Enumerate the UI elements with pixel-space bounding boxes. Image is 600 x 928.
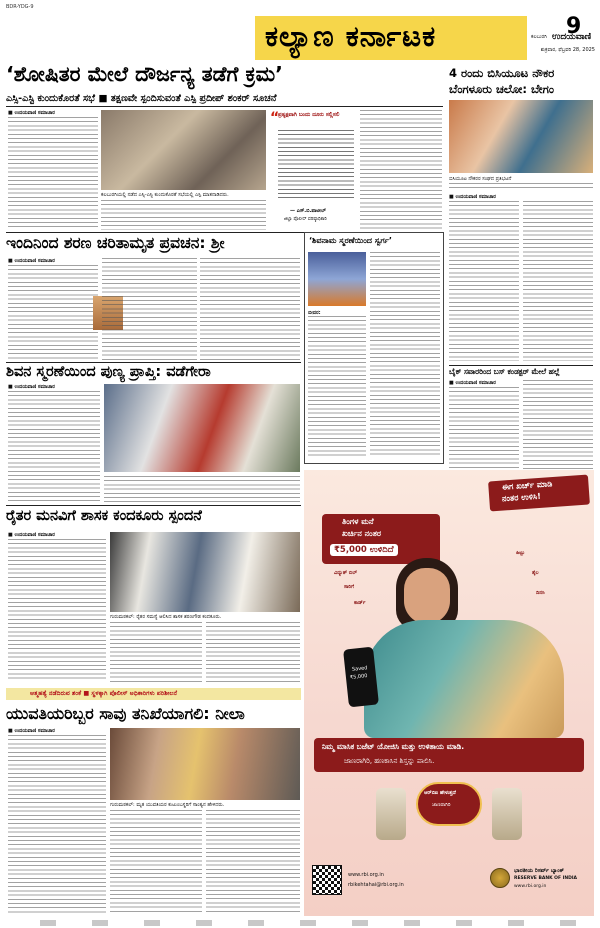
masthead: ಕಲ್ಯಾಣ ಕರ್ನಾಟಕ	[265, 19, 437, 53]
date-line: ಶುಕ್ರವಾರ, ಫೆಬ್ರವರಿ 28, 2025	[540, 47, 595, 53]
qr-code	[312, 865, 342, 895]
ad-tag-line2: ಖರ್ಚಿನ ನಂತರ	[342, 529, 382, 538]
women-kicker: ಆತ್ಮಹತ್ಯೆ ನಡೆದಿರುವ ಶಂಕೆ ■ ಸ್ಥಳಕ್ಕಾಗಿ ಪೊಲೀಸ್ ಅಧಿಕಾರಿಗಳು ಪರಿಶೀಲನೆ	[30, 690, 178, 697]
article-text	[308, 316, 366, 456]
divider	[6, 505, 301, 506]
article-text	[523, 201, 593, 361]
article-text	[110, 622, 202, 682]
ad-label-food: ಹಿಟ್ಟು	[516, 550, 525, 556]
quote-text: ಪ್ರತ್ಯಕ್ಷವಾಗಿ ಬಂದು ದೂರು ಸಲ್ಲಿಸಲಿ	[278, 112, 340, 118]
right-top-photo	[449, 100, 593, 173]
publisher-small: ಕಲಬುರಗಿ	[531, 34, 547, 40]
article-text	[8, 735, 106, 915]
publisher: ಉದಯವಾಣಿ	[552, 32, 592, 42]
quote-body	[278, 130, 354, 200]
header-label: BDR-YDG-9	[6, 4, 34, 10]
page-number: 9	[566, 14, 582, 39]
ad-badge-line2: ಜಾಣರಾಗಿರಿ	[432, 802, 451, 808]
lead-headline: ‘ಶೋಷಿತರ ಮೇಲೆ ದೌರ್ಜನ್ಯ ತಡೆಗೆ ಕ್ರಮ’	[6, 62, 283, 86]
rbi-emblem-icon	[490, 868, 510, 888]
quote-mark-icon: “	[270, 110, 280, 126]
divider	[6, 362, 301, 363]
ad-top-banner-line2: ನಂತರ ಉಳಿಸಿ!	[501, 491, 542, 504]
right-top-headline-1: 4 ರಂದು ಬಿಸಿಯೂಟ ನೌಕರ	[449, 66, 555, 80]
woman-face	[404, 568, 450, 624]
article-text	[449, 183, 593, 191]
quote-role: ಜಿಲ್ಲಾ ಪೊಲೀಸ್ ವರಿಷ್ಠಾಧಿಕಾರಿ	[284, 217, 327, 222]
woman-body	[364, 620, 564, 738]
byline: ■ ಉದಯವಾಣಿ ಸಮಾಚಾರ	[8, 110, 55, 116]
byline: ■ ಉದಯವಾಣಿ ಸಮಾಚಾರ	[449, 194, 496, 200]
women-photo	[110, 728, 300, 800]
ad-label-card: ಕಾರ್ಡ್	[354, 600, 366, 606]
quote-box	[270, 110, 355, 230]
ad-footer-email: rbikehtahai@rbi.org.in	[348, 882, 404, 888]
lead-photo	[101, 110, 266, 190]
lead-subhead: ಎಸ್ಸಿ-ಎಸ್ಟಿ ಕುಂದುಕೊರತೆ ಸಭೆ ■ ತಕ್ಷಣವೇ ಸ್ಪಂದಿಸುವಂತೆ ಎಸ್ಪಿ ಪ್ರದೀಪ್ ಶಂಕರ್ ಸೂಚನೆ	[6, 93, 277, 104]
article-text	[523, 380, 593, 472]
article-text	[102, 258, 197, 360]
article-text	[360, 110, 442, 230]
quote-author: — ಎಸ್.ಬಿ.ಪಾಟೀಲ್	[290, 208, 326, 214]
ad-bottom-line2: ಜಾಣರಾಗಿರಿ, ಹಣಕಾಸಿನ ಶಿಸ್ತನ್ನು ಪಾಲಿಸಿ.	[344, 757, 435, 765]
rbi-url: www.rbi.org.in	[514, 884, 547, 889]
right-top-caption: ಬಿಸಿಯೂಟ ನೌಕರರ ಸಂಘದ ಪ್ರತಿಭಟನೆ	[449, 176, 512, 182]
ad-footer-url: www.rbi.org.in	[348, 872, 384, 878]
byline: ■ ಉದಯವಾಣಿ ಸಮಾಚಾರ	[8, 532, 55, 538]
article-text	[449, 201, 519, 361]
women-caption: ಗುರುಮಠಕಲ್: ಮೃತ ಯುವತಿಯರ ಕುಟುಂಬಸ್ಥರಿಗೆ ಸಾಂತ್ವನ ಹೇಳಿದರು.	[110, 802, 225, 808]
ad-tag-line1: ತಿಂಗಳ ಮನೆ	[342, 517, 374, 526]
article-text	[104, 476, 300, 503]
article-text	[8, 265, 98, 360]
punya-photo	[104, 384, 300, 472]
byline: ■ ಉದಯವಾಣಿ ಸಮಾಚಾರ	[8, 728, 55, 734]
article-text	[8, 391, 100, 503]
mascot-left	[376, 788, 406, 840]
byline: ■ ಉದಯವಾಣಿ ಸಮಾಚಾರ	[449, 380, 496, 386]
byline: ■ ಉದಯವಾಣಿ ಸಮಾಚಾರ	[8, 258, 55, 264]
article-text	[101, 200, 266, 230]
ad-label-transport: ಸಾರಿಗೆ	[344, 584, 354, 590]
article-text	[206, 810, 300, 915]
lead-photo-caption: ಕಲಬುರಗಿಯಲ್ಲಿ ನಡೆದ ಎಸ್ಸಿ-ಎಸ್ಟಿ ಕುಂದುಕೊರತೆ ಸಭೆಯಲ್ಲಿ ಎಸ್ಪಿ ಮಾತನಾಡಿದರು.	[101, 192, 229, 198]
divider	[6, 106, 443, 107]
ad-label-oil: ತೈಲ	[532, 570, 539, 576]
rbi-ad	[304, 470, 594, 916]
phone-amount: ₹5,000	[349, 673, 368, 681]
ad-tag-amount: ₹5,000 ಉಳಿದಿದೆ	[330, 544, 398, 556]
ad-badge-line1: ಆರ್‌ಬಿಐ ಹೇಳುತ್ತದೆ	[424, 790, 456, 796]
article-text	[8, 539, 106, 679]
farmers-caption: ಗುರುಮಠಕಲ್: ರೈತರ ಸಮಸ್ಯೆ ಆಲಿಸಿದ ಶಾಸಕ ಶರಣಗೌಡ ಕಂದಕೂರು.	[110, 614, 222, 620]
article-text	[8, 117, 98, 229]
mascot-right	[492, 788, 522, 840]
ad-top-banner-line1: ಈಗ ಖರ್ಚ್ ಮಾಡಿ	[501, 479, 553, 492]
right-top-headline-2: ಬೆಂಗಳೂರು ಚಲೋ: ಬೇಗಂ	[449, 82, 554, 96]
shiva-photo	[308, 252, 366, 306]
rbi-name-en: RESERVE BANK OF INDIA	[514, 876, 577, 881]
article-text	[370, 252, 440, 456]
right-mid-headline: ಬೈಕ್ ಸವಾರರಿಂದ ಬಸ್ ಕಂಡಕ್ಟರ್ ಮೇಲೆ ಹಲ್ಲೆ	[449, 367, 560, 376]
ad-bottom-line1: ನಿಮ್ಮ ಮಾಸಿಕ ಬಜೆಟ್ ಯೋಜಿಸಿ ಮತ್ತು ಉಳಿತಾಯ ಮಾಡಿ.	[322, 742, 465, 751]
women-headline: ಯುವತಿಯರಿಬ್ಬರ ಸಾವು ತನಿಖೆಯಾಗಲಿ: ನೀಲಾ	[6, 704, 245, 723]
ad-price-tag	[322, 514, 440, 564]
sharana-headline: ಇಂದಿನಿಂದ ಶರಣ ಚರಿತಾಮೃತ ಪ್ರವಚನ: ಶ್ರೀ	[6, 234, 225, 252]
punya-headline: ಶಿವನ ಸ್ಮರಣೆಯಿಂದ ಪುಣ್ಯ ಪ್ರಾಪ್ತಿ: ವಡೆಗೇರಾ	[6, 364, 211, 380]
ad-label-groceries: ದಿನಸಿ	[536, 590, 545, 596]
rbi-name: ಭಾರತೀಯ ರಿಸರ್ವ್ ಬ್ಯಾಂಕ್	[514, 868, 564, 874]
shivana-headline: ‘ಶಿವನಾಮ ಸ್ಮರಣೆಯಿಂದ ಸ್ವರ್ಗ’	[309, 236, 392, 245]
article-text	[206, 622, 300, 682]
divider	[449, 365, 593, 366]
article-text	[110, 810, 202, 915]
byline: ■ ಉದಯವಾಣಿ ಸಮಾಚಾರ	[8, 384, 55, 390]
article-text	[200, 258, 300, 360]
farmers-photo	[110, 532, 300, 612]
byline: ಬೀದರ:	[308, 310, 321, 316]
registration-marks	[40, 920, 580, 926]
farmers-headline: ರೈತರ ಮನವಿಗೆ ಶಾಸಕ ಕಂದಕೂರು ಸ್ಪಂದನೆ	[6, 508, 202, 524]
article-text	[449, 387, 519, 472]
ad-label-fuel: ವಿದ್ಯುತ್ ಬಿಲ್	[334, 570, 357, 576]
phone-text: Saved	[351, 665, 368, 673]
